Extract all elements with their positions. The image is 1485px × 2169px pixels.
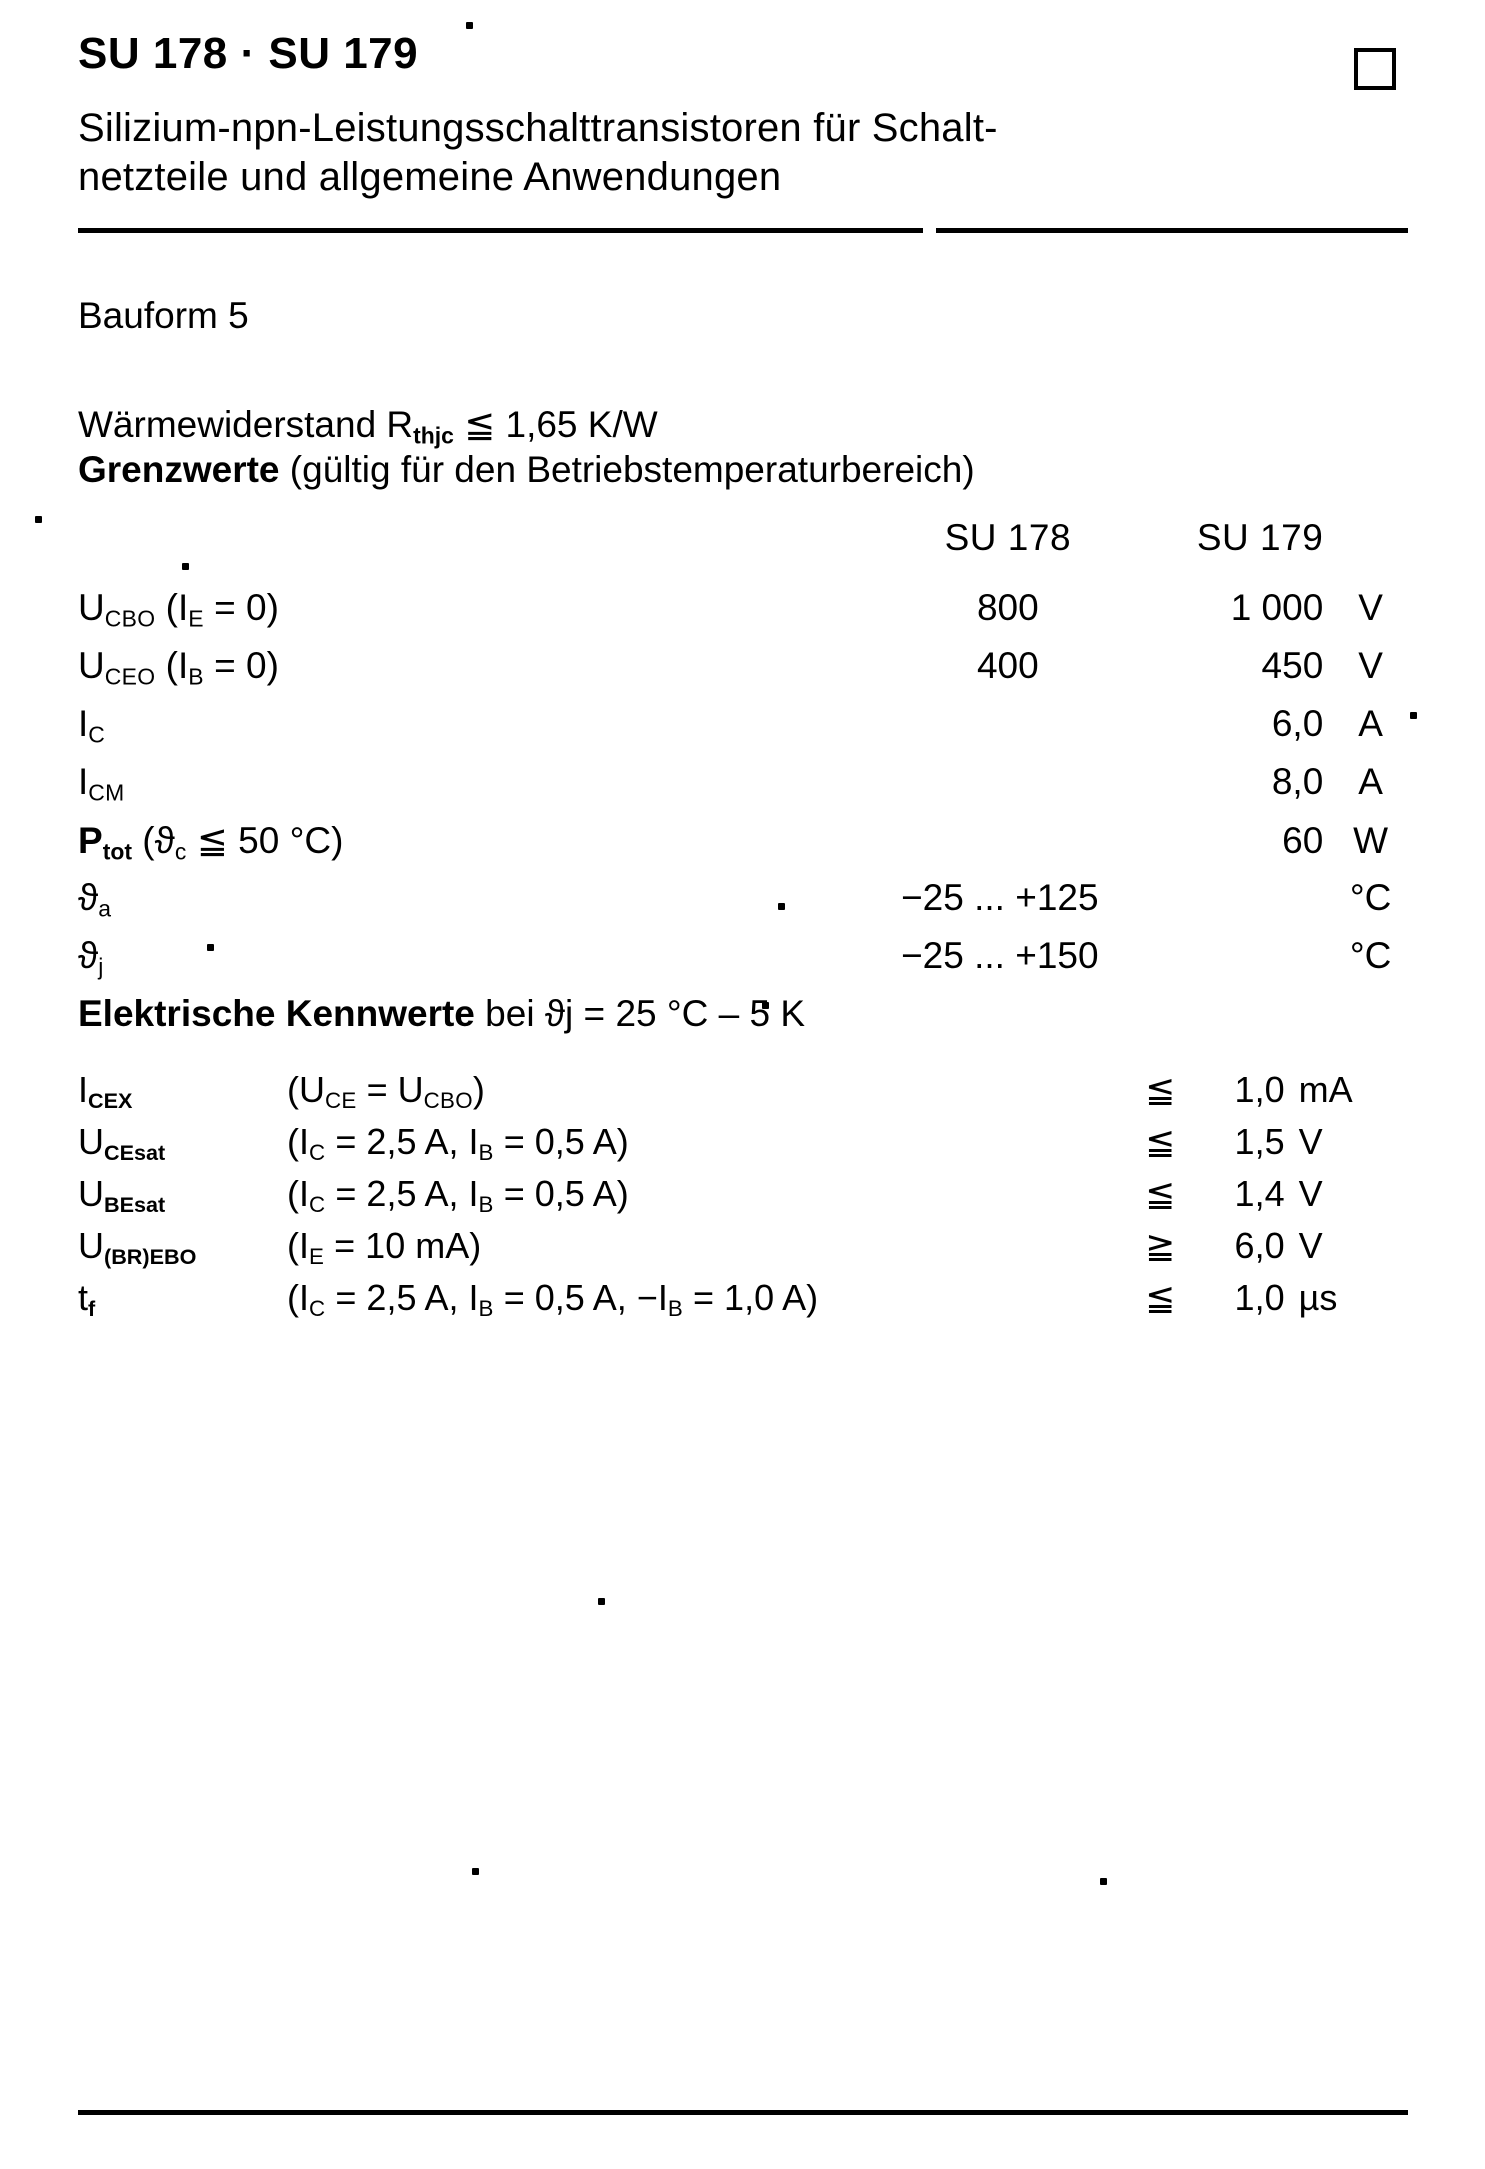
condition-tail-2: ) xyxy=(472,1069,485,1111)
symbol-subscript: CBO xyxy=(104,605,156,632)
char-relation: ≦ xyxy=(1145,1173,1176,1215)
condition-subscript: CE xyxy=(324,1088,357,1114)
symbol-main: I xyxy=(78,703,89,745)
page-content xyxy=(78,30,1408,1329)
limits-heading-normal: (gültig für den Betriebstemperaturbereich) xyxy=(279,449,975,491)
condition-tail: = 2,5 A, I xyxy=(325,1173,479,1215)
table-row xyxy=(78,645,1408,703)
thermal-resistance-subscript: thjc xyxy=(413,422,454,449)
limits-unit: A xyxy=(1358,703,1383,745)
symbol-subscript: j xyxy=(98,953,104,980)
char-symbol xyxy=(78,1173,287,1225)
limits-header-blank xyxy=(78,517,901,587)
limits-table xyxy=(78,517,1408,993)
subtitle-line-2: netzteile und allgemeine Anwendungen xyxy=(78,154,782,199)
limits-value-su179: 6,0 xyxy=(1271,703,1324,745)
symbol-subscript: C xyxy=(88,721,106,748)
condition-tail: = 0) xyxy=(203,645,279,687)
char-condition xyxy=(287,1069,1114,1121)
limits-unit: °C xyxy=(1349,877,1392,919)
symbol-subscript: a xyxy=(98,895,112,922)
condition-subscript-2: B xyxy=(478,1140,494,1166)
limits-row-symbol xyxy=(78,703,901,761)
condition-tail-3: = 1,0 A) xyxy=(683,1277,819,1319)
limits-value-su179: 60 xyxy=(1282,820,1324,862)
table-row xyxy=(78,877,1408,935)
char-symbol xyxy=(78,1225,287,1277)
char-symbol xyxy=(78,1277,287,1329)
symbol-main: U xyxy=(78,1173,104,1215)
divider-left-segment xyxy=(78,228,923,233)
limits-value-su178 xyxy=(901,819,1115,877)
condition-subscript: E xyxy=(188,605,204,632)
subtitle-line-1: Silizium-npn-Leistungsschalttransistoren für Schalt- xyxy=(78,106,998,150)
limits-value-su178: 400 xyxy=(976,645,1039,687)
table-row xyxy=(78,587,1408,645)
limits-value-both: −25 ... +125 xyxy=(901,877,1099,919)
symbol-main: U xyxy=(78,1225,104,1267)
limits-value-both: −25 ... +150 xyxy=(901,935,1099,977)
condition-tail: ≦ 50 °C) xyxy=(186,820,344,862)
thermal-resistance xyxy=(78,403,1408,449)
footer-divider xyxy=(78,2110,1408,2115)
char-relation: ≦ xyxy=(1145,1069,1176,1111)
condition-subscript-2: CBO xyxy=(423,1088,473,1114)
condition-subscript: c xyxy=(174,838,187,865)
print-speck xyxy=(598,1598,605,1605)
limits-heading-bold: Grenzwerte xyxy=(78,449,280,491)
package-label: Bauform 5 xyxy=(78,294,249,336)
char-unit: V xyxy=(1298,1225,1323,1267)
char-symbol xyxy=(78,1121,287,1173)
limits-value-su179: 450 xyxy=(1261,645,1324,687)
symbol-main: P xyxy=(78,820,103,862)
condition-prefix: (I xyxy=(286,1121,309,1163)
symbol-main: U xyxy=(78,587,105,629)
condition-subscript: E xyxy=(308,1244,325,1270)
condition-tail: = U xyxy=(356,1069,424,1111)
table-row xyxy=(78,935,1408,993)
page-title: SU 178 · SU 179 xyxy=(78,29,419,78)
char-unit: V xyxy=(1298,1173,1323,1215)
char-value: 1,0 xyxy=(1234,1277,1285,1319)
condition-tail: = 0) xyxy=(203,587,279,629)
condition-subscript: C xyxy=(308,1192,326,1218)
print-speck xyxy=(35,516,42,523)
condition-tail-2: = 0,5 A) xyxy=(493,1173,629,1215)
print-speck xyxy=(466,22,473,29)
limits-column-su178: SU 178 xyxy=(944,517,1072,559)
limits-unit: W xyxy=(1353,820,1389,862)
limits-unit: A xyxy=(1358,761,1383,803)
condition-prefix: (I xyxy=(286,1173,309,1215)
symbol-main: ϑ xyxy=(78,935,99,977)
print-speck xyxy=(1410,712,1417,719)
print-speck xyxy=(1100,1878,1107,1885)
condition-subscript-2: B xyxy=(478,1296,494,1322)
thermal-resistance-value: ≦ 1,65 K/W xyxy=(464,403,658,445)
symbol-subscript: CEX xyxy=(88,1088,133,1114)
symbol-subscript: CM xyxy=(88,779,125,806)
symbol-subscript: (BR)EBO xyxy=(104,1244,197,1270)
condition-tail: = 2,5 A, I xyxy=(325,1277,479,1319)
table-row xyxy=(78,819,1408,877)
table-row xyxy=(78,1069,1408,1121)
table-header-row xyxy=(78,517,1408,587)
symbol-main: I xyxy=(78,761,89,803)
symbol-subscript: BEsat xyxy=(104,1192,166,1218)
symbol-main: I xyxy=(78,1069,89,1111)
limits-row-symbol xyxy=(78,935,901,993)
condition-prefix: (I xyxy=(155,645,189,687)
char-condition xyxy=(287,1173,1114,1225)
limits-row-symbol xyxy=(78,761,901,819)
table-row xyxy=(78,761,1408,819)
condition-subscript: B xyxy=(188,663,204,690)
symbol-main: t xyxy=(78,1277,89,1319)
limits-value-su178 xyxy=(901,761,1115,819)
characteristics-heading-normal: bei ϑj = 25 °C – 5 K xyxy=(474,993,806,1035)
condition-subscript-3: B xyxy=(667,1296,684,1322)
condition-prefix: (I xyxy=(286,1225,309,1267)
condition-prefix: (I xyxy=(155,587,189,629)
symbol-main: ϑ xyxy=(78,877,99,919)
char-condition xyxy=(287,1277,1114,1329)
char-relation: ≦ xyxy=(1145,1121,1176,1163)
characteristics-heading-bold: Elektrische Kennwerte xyxy=(78,993,475,1035)
limits-value-su179: 1 000 xyxy=(1230,587,1324,629)
limits-value-su178 xyxy=(901,703,1115,761)
limits-unit: V xyxy=(1358,645,1383,687)
limits-column-su179: SU 179 xyxy=(1196,517,1324,559)
char-condition xyxy=(287,1121,1114,1173)
condition-subscript-2: B xyxy=(478,1192,494,1218)
char-value: 1,0 xyxy=(1234,1069,1285,1111)
page-subtitle xyxy=(78,104,1398,202)
thermal-resistance-prefix: Wärmewiderstand R xyxy=(78,403,414,445)
table-row xyxy=(78,1225,1408,1277)
limits-row-symbol xyxy=(78,877,901,935)
char-condition xyxy=(287,1225,1114,1277)
limits-value-su179: 8,0 xyxy=(1271,761,1324,803)
print-speck xyxy=(472,1868,479,1875)
char-symbol xyxy=(78,1069,287,1121)
condition-tail: = 2,5 A, I xyxy=(325,1121,479,1163)
symbol-main: U xyxy=(78,645,105,687)
condition-tail-2: = 0,5 A, −I xyxy=(493,1277,668,1319)
characteristics-table xyxy=(78,1069,1408,1329)
limits-row-symbol xyxy=(78,645,901,703)
char-relation: ≧ xyxy=(1145,1225,1176,1267)
characteristics-heading xyxy=(78,993,1408,1035)
condition-subscript: C xyxy=(308,1140,326,1166)
condition-prefix: (U xyxy=(286,1069,325,1111)
condition-tail: = 10 mA) xyxy=(324,1225,482,1267)
limits-unit: °C xyxy=(1349,935,1392,977)
symbol-main: U xyxy=(78,1121,104,1163)
char-value: 6,0 xyxy=(1234,1225,1285,1267)
condition-tail-2: = 0,5 A) xyxy=(493,1121,629,1163)
limits-unit: V xyxy=(1358,587,1383,629)
limits-heading xyxy=(78,449,1408,491)
header-divider xyxy=(78,228,1408,233)
square-marker-icon xyxy=(1354,48,1396,90)
page-header xyxy=(78,30,1408,90)
condition-subscript: C xyxy=(308,1296,326,1322)
condition-prefix: (ϑ xyxy=(131,820,175,862)
table-row xyxy=(78,1173,1408,1225)
char-value: 1,4 xyxy=(1234,1173,1285,1215)
table-row xyxy=(78,703,1408,761)
symbol-subscript: CEsat xyxy=(104,1140,166,1166)
char-unit: mA xyxy=(1298,1069,1353,1111)
symbol-subscript: tot xyxy=(102,838,132,865)
limits-row-symbol xyxy=(78,819,901,877)
char-unit: µs xyxy=(1298,1277,1338,1319)
table-row xyxy=(78,1277,1408,1329)
char-unit: V xyxy=(1298,1121,1323,1163)
limits-column-unit xyxy=(1333,517,1408,587)
limits-row-symbol xyxy=(78,587,901,645)
table-row xyxy=(78,1121,1408,1173)
char-value: 1,5 xyxy=(1234,1121,1285,1163)
symbol-subscript: CEO xyxy=(104,663,156,690)
symbol-subscript: f xyxy=(88,1296,96,1322)
limits-value-su178: 800 xyxy=(976,587,1039,629)
condition-prefix: (I xyxy=(286,1277,309,1319)
divider-right-segment xyxy=(936,228,1408,233)
char-relation: ≦ xyxy=(1145,1277,1176,1319)
